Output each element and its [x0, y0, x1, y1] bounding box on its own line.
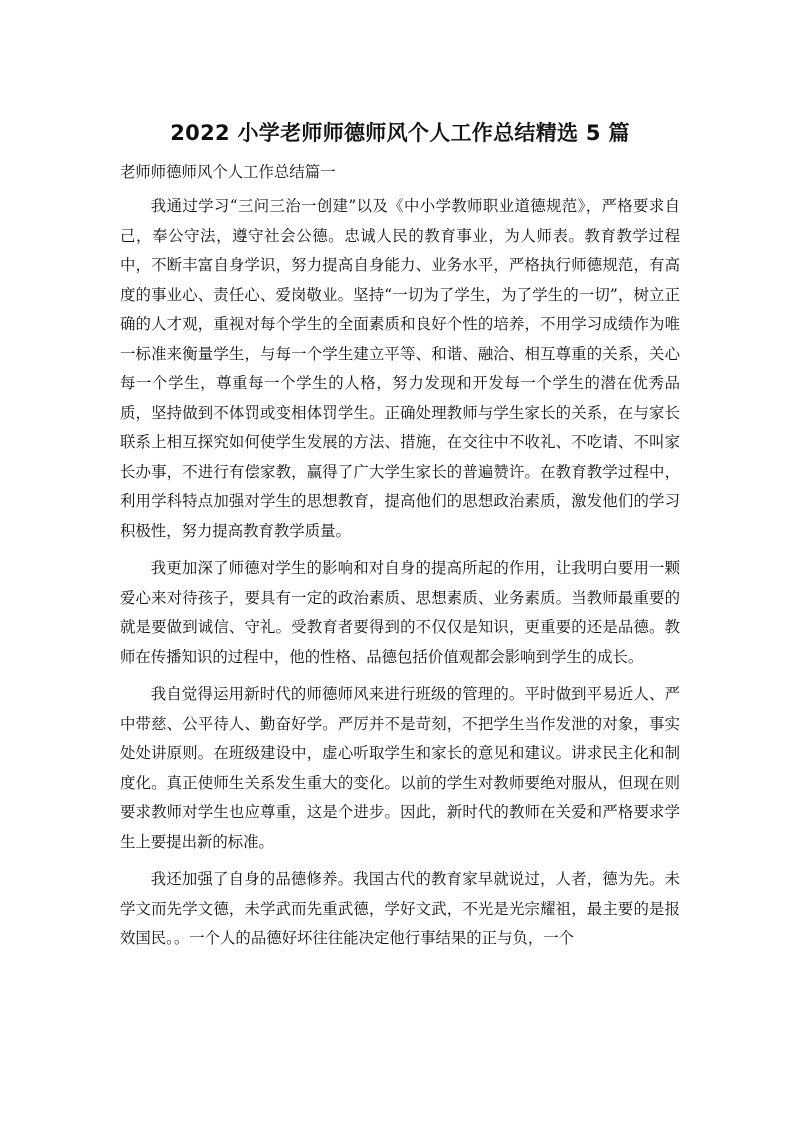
document-body [120, 192, 680, 962]
paragraph-4: 我还加强了自身的品德修养。我国古代的教育家早就说过，人者，德为先。未学文而先学文德，未学武而先重武德，学好文武，不光是光宗耀祖，最主要的是报效国民。。一个人的品德好坏往往能决定他行事结果的正与负，一个 [120, 870, 680, 947]
section-heading: 老师师德师风个人工作总结篇一 [120, 163, 336, 181]
paragraph-2: 我更加深了师德对学生的影响和对自身的提高所起的作用，让我明白要用一颗爱心来对待孩子，要具有一定的政治素质、思想素质、业务素质。当教师最重要的就是要做到诚信、守礼。受教育者要得到的不仅仅是知识，更重要的还是品德。教师在传播知识的过程中，他的性格、品德包括价值观都会影响到学生的成长。 [120, 559, 680, 666]
paragraph-1: 我通过学习“三问三治一创建”以及《中小学教师职业道德规范》，严格要求自己，奉公守法，遵守社会公德。忠诚人民的教育事业，为人师表。教育教学过程中，不断丰富自身学识，努力提高自身能力、业务水平，严格执行师德规范，有高度的事业心、责任心、爱岗敬业。坚持“一切为了学生，为了学生的一切”，树立正确的人才观，重视对每个学生的全面素质和良好个性的培养，不用学习成绩作为唯一标准来衡量学生，与每一个学生建立平等、和谐、融洽、相互尊重的关系，关心每一个学生，尊重每一个学生的人格，努力发现和开发每一个学生的潜在优秀品质，坚持做到不体罚或变相体罚学生。正确处理教师与学生家长的关系，在与家长联系上相互探究如何使学生发展的方法、措施，在交往中不收礼、不吃请、不叫家长办事，不进行有偿家教，赢得了广大学生家长的普遍赞许。在教育教学过程中，利用学科特点加强对学生的思想教育，提高他们的思想政治素质，激发他们的学习积极性，努力提高教育教学质量。 [120, 197, 680, 540]
document-title: 2022 小学老师师德师风个人工作总结精选 5 篇 [170, 121, 630, 145]
paragraph-3: 我自觉得运用新时代的师德师风来进行班级的管理的。平时做到平易近人、严中带慈、公平待人、勤奋好学。严厉并不是苛刻，不把学生当作发泄的对象，事实处处讲原则。在班级建设中，虚心听取学生和家长的意见和建议。讲求民主化和制度化。真正使师生关系发生重大的变化。以前的学生对教师要绝对服从，但现在则要求教师对学生也应尊重，这是个进步。因此，新时代的教师在关爱和严格要求学生上要提出新的标准。 [120, 685, 680, 851]
